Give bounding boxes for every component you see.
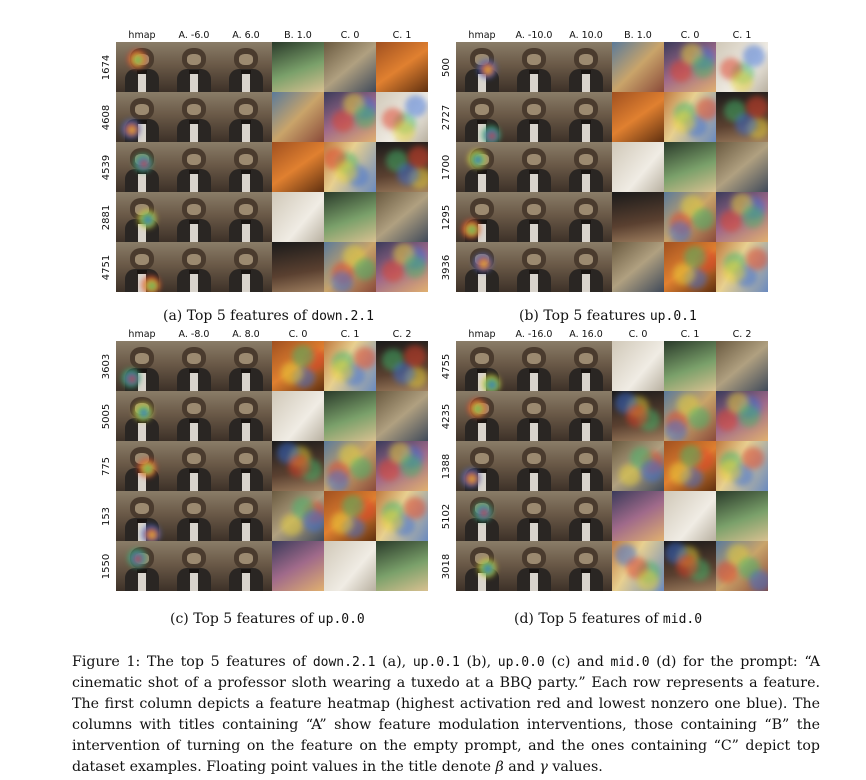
row-label: 500 (441, 57, 453, 77)
row-label: 2727 (441, 104, 453, 130)
image-tile (220, 92, 272, 142)
image-tile (376, 341, 428, 391)
row-label: 5102 (441, 503, 453, 529)
image-tile (456, 192, 508, 242)
image-tile (220, 192, 272, 242)
row-label: 3018 (441, 553, 453, 579)
panel-d (440, 329, 785, 601)
column-header: hmap (128, 30, 156, 41)
caption-part-1: Figure 1: The top 5 features of (72, 654, 313, 670)
image-tile (324, 142, 376, 192)
image-tile (376, 391, 428, 441)
image-tile (220, 42, 272, 92)
image-tile (716, 391, 768, 441)
image-tile (376, 92, 428, 142)
image-tile (168, 341, 220, 391)
image-tile (324, 341, 376, 391)
image-tile (272, 92, 324, 142)
caption-part-7: values. (547, 759, 603, 775)
image-tile (272, 42, 324, 92)
image-tile (664, 192, 716, 242)
subcaption-c (170, 611, 365, 627)
image-tile (272, 341, 324, 391)
image-tile (612, 491, 664, 541)
column-header: C. 1 (680, 329, 700, 340)
image-tile (612, 92, 664, 142)
panel-c (100, 329, 445, 601)
column-header: C. 1 (340, 329, 360, 340)
subcaption-c-text: (c) Top 5 features of (170, 611, 318, 627)
image-tile (716, 42, 768, 92)
image-tile (456, 42, 508, 92)
row-label: 4751 (101, 254, 113, 280)
image-tile (612, 341, 664, 391)
image-tile (716, 192, 768, 242)
image-tile (456, 491, 508, 541)
image-tile (716, 441, 768, 491)
image-tile (560, 541, 612, 591)
column-header: A. -16.0 (515, 329, 553, 340)
image-tile (508, 142, 560, 192)
image-tile (716, 541, 768, 591)
column-header: C. 0 (680, 30, 700, 41)
image-tile (116, 192, 168, 242)
image-tile (376, 192, 428, 242)
image-tile (168, 192, 220, 242)
image-tile (116, 92, 168, 142)
panel-a (100, 30, 445, 302)
image-tile (220, 391, 272, 441)
subcaption-a-code: down.2.1 (311, 309, 374, 324)
image-tile (272, 491, 324, 541)
row-label: 4608 (101, 104, 113, 130)
image-tile (116, 42, 168, 92)
image-tile (508, 42, 560, 92)
row-label: 1674 (101, 54, 113, 80)
image-tile (664, 242, 716, 292)
image-tile (508, 541, 560, 591)
image-tile (508, 192, 560, 242)
image-tile (456, 341, 508, 391)
column-header: A. -6.0 (178, 30, 210, 41)
image-tile (612, 142, 664, 192)
image-tile (220, 491, 272, 541)
image-tile (272, 142, 324, 192)
column-header: hmap (128, 329, 156, 340)
image-tile (560, 142, 612, 192)
image-tile (324, 42, 376, 92)
caption-code-3: up.0.0 (497, 655, 545, 670)
row-label: 3603 (101, 353, 113, 379)
image-tile (664, 142, 716, 192)
caption-beta: β (495, 759, 504, 775)
image-tile (168, 441, 220, 491)
column-header: hmap (468, 30, 496, 41)
image-tile (716, 142, 768, 192)
image-tile (116, 391, 168, 441)
caption-code-4: mid.0 (610, 655, 650, 670)
caption-code-2: up.0.1 (412, 655, 460, 670)
image-tile (508, 441, 560, 491)
image-tile (324, 441, 376, 491)
subcaption-d (514, 611, 702, 627)
image-tile (612, 391, 664, 441)
image-tile (220, 142, 272, 192)
column-header: A. 16.0 (569, 329, 603, 340)
image-tile (376, 142, 428, 192)
image-tile (116, 541, 168, 591)
row-label: 1700 (441, 154, 453, 180)
image-tile (220, 541, 272, 591)
image-tile (612, 242, 664, 292)
subcaption-d-code: mid.0 (662, 612, 703, 627)
row-label: 2881 (101, 204, 113, 230)
caption-part-5: (d) for the prompt: “A cinematic shot of a professor sloth wearing a tuxedo at a BBQ party.” Each row represents a feature. The first column depicts a feature heatmap (highest activation red and lowest nonzero one blue). The columns with titles containing “A” show feature modulation interventions, those containing “B” the intervention of turning on the feature on the empty prompt, and the ones containing “C” depict top dataset examples. Floating point values in the title denote (72, 654, 820, 775)
image-tile (664, 541, 716, 591)
subcaption-d-text: (d) Top 5 features of (514, 611, 663, 627)
column-header: C. 0 (288, 329, 308, 340)
image-tile (116, 491, 168, 541)
image-tile (168, 242, 220, 292)
column-header: B. 1.0 (624, 30, 652, 41)
image-tile (560, 42, 612, 92)
image-tile (612, 541, 664, 591)
image-tile (168, 92, 220, 142)
image-tile (456, 441, 508, 491)
image-tile (272, 441, 324, 491)
column-header: A. -10.0 (515, 30, 553, 41)
subcaption-a-text: (a) Top 5 features of (163, 308, 312, 324)
column-header: A. 8.0 (232, 329, 260, 340)
image-tile (560, 92, 612, 142)
column-header: C. 0 (340, 30, 360, 41)
column-header: A. -8.0 (178, 329, 210, 340)
row-label: 1295 (441, 204, 453, 230)
image-tile (664, 441, 716, 491)
image-tile (456, 541, 508, 591)
subcaption-a (163, 308, 374, 324)
image-tile (508, 391, 560, 441)
figure-caption (72, 652, 820, 778)
image-tile (612, 441, 664, 491)
subcaption-b-code: up.0.1 (649, 309, 697, 324)
image-tile (220, 441, 272, 491)
column-header: C. 0 (628, 329, 648, 340)
image-tile (456, 391, 508, 441)
image-tile (168, 142, 220, 192)
image-tile (324, 92, 376, 142)
caption-gamma: γ (539, 759, 548, 775)
row-label: 775 (101, 456, 113, 476)
image-tile (560, 391, 612, 441)
image-tile (612, 192, 664, 242)
image-tile (508, 341, 560, 391)
image-tile (376, 42, 428, 92)
image-tile (168, 541, 220, 591)
image-tile (560, 242, 612, 292)
image-tile (456, 242, 508, 292)
image-tile (716, 491, 768, 541)
panel-b (440, 30, 785, 302)
image-tile (612, 42, 664, 92)
caption-part-6: and (503, 759, 540, 775)
image-tile (560, 441, 612, 491)
column-header: C. 2 (392, 329, 412, 340)
column-header: A. 6.0 (232, 30, 260, 41)
row-label: 4539 (101, 154, 113, 180)
column-header: C. 1 (392, 30, 412, 41)
image-tile (508, 92, 560, 142)
row-label: 4755 (441, 353, 453, 379)
image-tile (272, 242, 324, 292)
subcaption-b-text: (b) Top 5 features (519, 308, 650, 324)
column-header: hmap (468, 329, 496, 340)
image-tile (220, 242, 272, 292)
column-header: C. 2 (732, 329, 752, 340)
column-header: C. 1 (732, 30, 752, 41)
caption-part-2: (a), (375, 654, 413, 670)
row-label: 3936 (441, 254, 453, 280)
caption-part-4: (c) and (544, 654, 611, 670)
row-label: 153 (101, 506, 113, 526)
image-tile (456, 92, 508, 142)
column-header: A. 10.0 (569, 30, 603, 41)
image-tile (376, 242, 428, 292)
image-tile (560, 192, 612, 242)
image-tile (220, 341, 272, 391)
image-tile (324, 491, 376, 541)
image-tile (560, 341, 612, 391)
image-tile (116, 142, 168, 192)
image-tile (168, 391, 220, 441)
image-tile (272, 391, 324, 441)
image-tile (716, 92, 768, 142)
image-tile (324, 192, 376, 242)
subcaption-b (519, 308, 697, 324)
image-tile (664, 391, 716, 441)
caption-code-1: down.2.1 (312, 655, 376, 670)
image-tile (272, 192, 324, 242)
image-tile (324, 242, 376, 292)
image-tile (168, 491, 220, 541)
column-header: B. 1.0 (284, 30, 312, 41)
image-tile (664, 42, 716, 92)
image-tile (116, 242, 168, 292)
image-tile (376, 541, 428, 591)
image-tile (324, 541, 376, 591)
row-label: 1550 (101, 553, 113, 579)
image-tile (716, 242, 768, 292)
image-tile (508, 491, 560, 541)
image-tile (664, 341, 716, 391)
image-tile (716, 341, 768, 391)
image-tile (560, 491, 612, 541)
image-tile (508, 242, 560, 292)
subcaption-c-code: up.0.0 (317, 612, 365, 627)
image-tile (116, 441, 168, 491)
image-tile (664, 491, 716, 541)
image-tile (168, 42, 220, 92)
image-tile (664, 92, 716, 142)
image-tile (324, 391, 376, 441)
image-tile (116, 341, 168, 391)
caption-part-3: (b), (459, 654, 498, 670)
row-label: 5005 (101, 403, 113, 429)
image-tile (376, 491, 428, 541)
row-label: 1388 (441, 453, 453, 479)
image-tile (456, 142, 508, 192)
image-tile (272, 541, 324, 591)
image-tile (376, 441, 428, 491)
row-label: 4235 (441, 403, 453, 429)
